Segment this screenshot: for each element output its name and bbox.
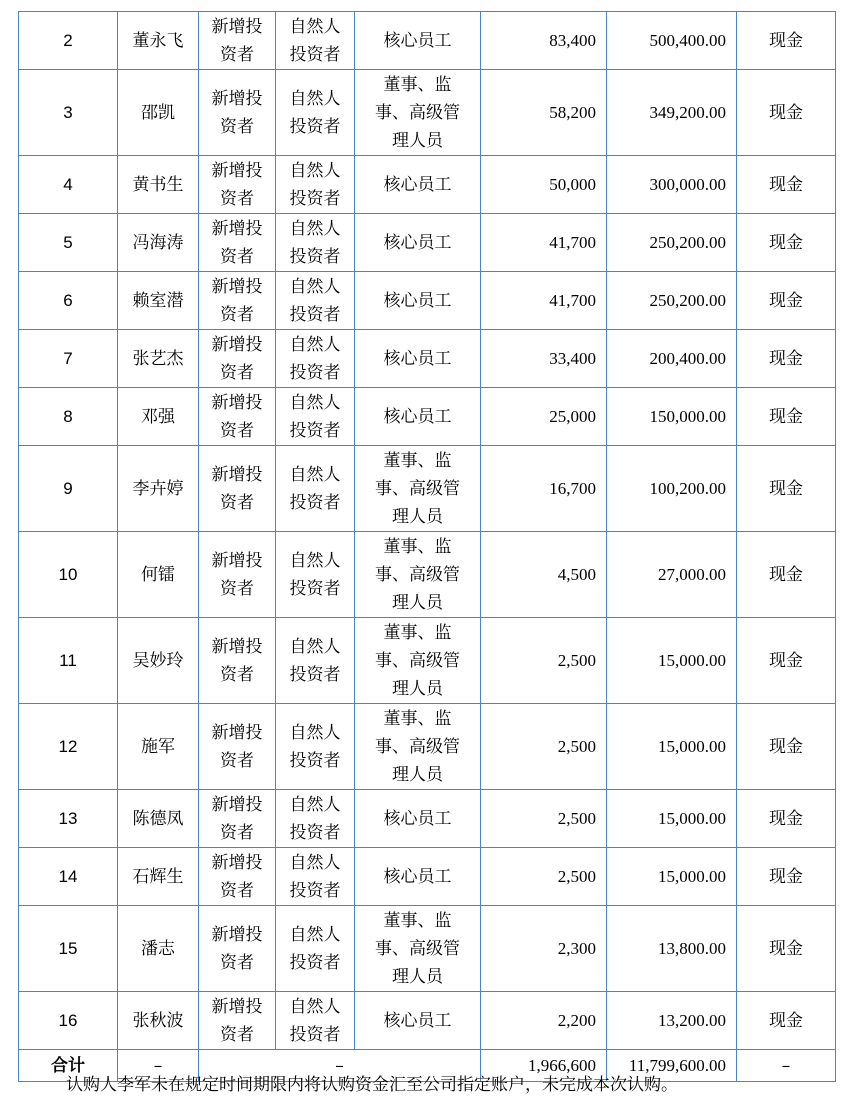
investor-name: 石辉生 <box>118 848 199 906</box>
investor-role: 核心员工 <box>355 848 481 906</box>
table-row <box>19 388 836 446</box>
investor-name: 赖室潜 <box>118 272 199 330</box>
shares-subscribed: 41,700 <box>481 272 607 330</box>
shares-subscribed: 33,400 <box>481 330 607 388</box>
investor-type: 新增投 资者 <box>199 704 276 790</box>
payment-method: 现金 <box>737 388 836 446</box>
investor-name: 李卉婷 <box>118 446 199 532</box>
row-number: 11 <box>19 618 118 704</box>
table-row <box>19 446 836 532</box>
table-row <box>19 214 836 272</box>
investor-category: 自然人 投资者 <box>276 272 355 330</box>
investor-category: 自然人 投资者 <box>276 790 355 848</box>
row-number: 3 <box>19 70 118 156</box>
table-row <box>19 992 836 1050</box>
row-number: 14 <box>19 848 118 906</box>
investor-name: 冯海涛 <box>118 214 199 272</box>
payment-method: 现金 <box>737 214 836 272</box>
subscription-amount: 250,200.00 <box>607 214 737 272</box>
subscription-amount: 15,000.00 <box>607 790 737 848</box>
investor-role: 董事、监 事、高级管 理人员 <box>355 532 481 618</box>
shares-subscribed: 41,700 <box>481 214 607 272</box>
investor-role: 核心员工 <box>355 388 481 446</box>
subscription-amount: 250,200.00 <box>607 272 737 330</box>
investor-role: 董事、监 事、高级管 理人员 <box>355 906 481 992</box>
subscription-amount: 349,200.00 <box>607 70 737 156</box>
row-number: 2 <box>19 12 118 70</box>
total-amount: 11,799,600.00 <box>607 1050 737 1082</box>
investor-category: 自然人 投资者 <box>276 992 355 1050</box>
investor-type: 新增投 资者 <box>199 388 276 446</box>
investor-type: 新增投 资者 <box>199 156 276 214</box>
row-number: 4 <box>19 156 118 214</box>
investor-name: 施军 <box>118 704 199 790</box>
investor-category: 自然人 投资者 <box>276 906 355 992</box>
payment-method: 现金 <box>737 906 836 992</box>
investor-category: 自然人 投资者 <box>276 446 355 532</box>
total-name-dash: – <box>118 1050 199 1082</box>
shares-subscribed: 2,500 <box>481 790 607 848</box>
table-body <box>19 12 836 1050</box>
subscription-amount: 15,000.00 <box>607 618 737 704</box>
payment-method: 现金 <box>737 532 836 618</box>
total-payment-dash: – <box>737 1050 836 1082</box>
row-number: 8 <box>19 388 118 446</box>
payment-method: 现金 <box>737 992 836 1050</box>
shares-subscribed: 4,500 <box>481 532 607 618</box>
investor-name: 何镭 <box>118 532 199 618</box>
table-row <box>19 906 836 992</box>
shares-subscribed: 16,700 <box>481 446 607 532</box>
investor-role: 核心员工 <box>355 12 481 70</box>
subscription-amount: 150,000.00 <box>607 388 737 446</box>
table-row <box>19 156 836 214</box>
investor-category: 自然人 投资者 <box>276 848 355 906</box>
table-row <box>19 618 836 704</box>
investor-role: 核心员工 <box>355 272 481 330</box>
payment-method: 现金 <box>737 156 836 214</box>
investor-type: 新增投 资者 <box>199 906 276 992</box>
investor-category: 自然人 投资者 <box>276 704 355 790</box>
investor-name: 董永飞 <box>118 12 199 70</box>
row-number: 5 <box>19 214 118 272</box>
investor-role: 董事、监 事、高级管 理人员 <box>355 70 481 156</box>
shares-subscribed: 2,500 <box>481 704 607 790</box>
shares-subscribed: 2,300 <box>481 906 607 992</box>
shares-subscribed: 2,500 <box>481 618 607 704</box>
investor-role: 核心员工 <box>355 992 481 1050</box>
investor-role: 董事、监 事、高级管 理人员 <box>355 704 481 790</box>
investor-name: 邓强 <box>118 388 199 446</box>
investor-name: 张艺杰 <box>118 330 199 388</box>
row-number: 16 <box>19 992 118 1050</box>
row-number: 10 <box>19 532 118 618</box>
table-row <box>19 790 836 848</box>
investor-type: 新增投 资者 <box>199 330 276 388</box>
payment-method: 现金 <box>737 618 836 704</box>
payment-method: 现金 <box>737 330 836 388</box>
row-number: 9 <box>19 446 118 532</box>
investor-category: 自然人 投资者 <box>276 388 355 446</box>
subscription-amount: 13,800.00 <box>607 906 737 992</box>
investor-role: 董事、监 事、高级管 理人员 <box>355 618 481 704</box>
payment-method: 现金 <box>737 790 836 848</box>
row-number: 6 <box>19 272 118 330</box>
investor-role: 董事、监 事、高级管 理人员 <box>355 446 481 532</box>
payment-method: 现金 <box>737 704 836 790</box>
subscription-amount: 500,400.00 <box>607 12 737 70</box>
investor-category: 自然人 投资者 <box>276 532 355 618</box>
subscription-amount: 15,000.00 <box>607 848 737 906</box>
investor-type: 新增投 资者 <box>199 618 276 704</box>
row-number: 7 <box>19 330 118 388</box>
investor-name: 黄书生 <box>118 156 199 214</box>
investor-type: 新增投 资者 <box>199 848 276 906</box>
payment-method: 现金 <box>737 70 836 156</box>
payment-method: 现金 <box>737 446 836 532</box>
subscription-amount: 15,000.00 <box>607 704 737 790</box>
investor-name: 陈德凤 <box>118 790 199 848</box>
investor-type: 新增投 资者 <box>199 992 276 1050</box>
row-number: 15 <box>19 906 118 992</box>
shares-subscribed: 50,000 <box>481 156 607 214</box>
payment-method: 现金 <box>737 848 836 906</box>
total-shares: 1,966,600 <box>481 1050 607 1082</box>
subscription-amount: 100,200.00 <box>607 446 737 532</box>
investor-name: 潘志 <box>118 906 199 992</box>
investor-name: 吴妙玲 <box>118 618 199 704</box>
investor-category: 自然人 投资者 <box>276 156 355 214</box>
table-row <box>19 848 836 906</box>
investor-name: 张秋波 <box>118 992 199 1050</box>
investor-type: 新增投 资者 <box>199 70 276 156</box>
investor-type: 新增投 资者 <box>199 446 276 532</box>
shares-subscribed: 25,000 <box>481 388 607 446</box>
table-row <box>19 704 836 790</box>
investor-category: 自然人 投资者 <box>276 12 355 70</box>
investor-type: 新增投 资者 <box>199 272 276 330</box>
investor-type: 新增投 资者 <box>199 790 276 848</box>
investor-category: 自然人 投资者 <box>276 70 355 156</box>
subscription-table <box>18 11 836 1082</box>
total-label: 合计 <box>19 1050 118 1082</box>
subscription-amount: 300,000.00 <box>607 156 737 214</box>
investor-role: 核心员工 <box>355 330 481 388</box>
shares-subscribed: 2,200 <box>481 992 607 1050</box>
investor-role: 核心员工 <box>355 214 481 272</box>
subscription-amount: 27,000.00 <box>607 532 737 618</box>
subscription-amount: 200,400.00 <box>607 330 737 388</box>
table-row <box>19 532 836 618</box>
investor-role: 核心员工 <box>355 156 481 214</box>
shares-subscribed: 58,200 <box>481 70 607 156</box>
footnote: 认购人李军未在规定时间期限内将认购资金汇至公司指定账户，未完成本次认购。 <box>66 1075 678 1095</box>
subscription-amount: 13,200.00 <box>607 992 737 1050</box>
investor-category: 自然人 投资者 <box>276 618 355 704</box>
investor-type: 新增投 资者 <box>199 214 276 272</box>
investor-category: 自然人 投资者 <box>276 330 355 388</box>
table-row <box>19 70 836 156</box>
total-middle-dash: – <box>199 1050 481 1082</box>
investor-type: 新增投 资者 <box>199 532 276 618</box>
payment-method: 现金 <box>737 12 836 70</box>
investor-type: 新增投 资者 <box>199 12 276 70</box>
investor-name: 邵凯 <box>118 70 199 156</box>
investor-category: 自然人 投资者 <box>276 214 355 272</box>
table-row <box>19 12 836 70</box>
row-number: 12 <box>19 704 118 790</box>
table-row <box>19 330 836 388</box>
shares-subscribed: 2,500 <box>481 848 607 906</box>
table-row <box>19 272 836 330</box>
row-number: 13 <box>19 790 118 848</box>
shares-subscribed: 83,400 <box>481 12 607 70</box>
payment-method: 现金 <box>737 272 836 330</box>
investor-role: 核心员工 <box>355 790 481 848</box>
